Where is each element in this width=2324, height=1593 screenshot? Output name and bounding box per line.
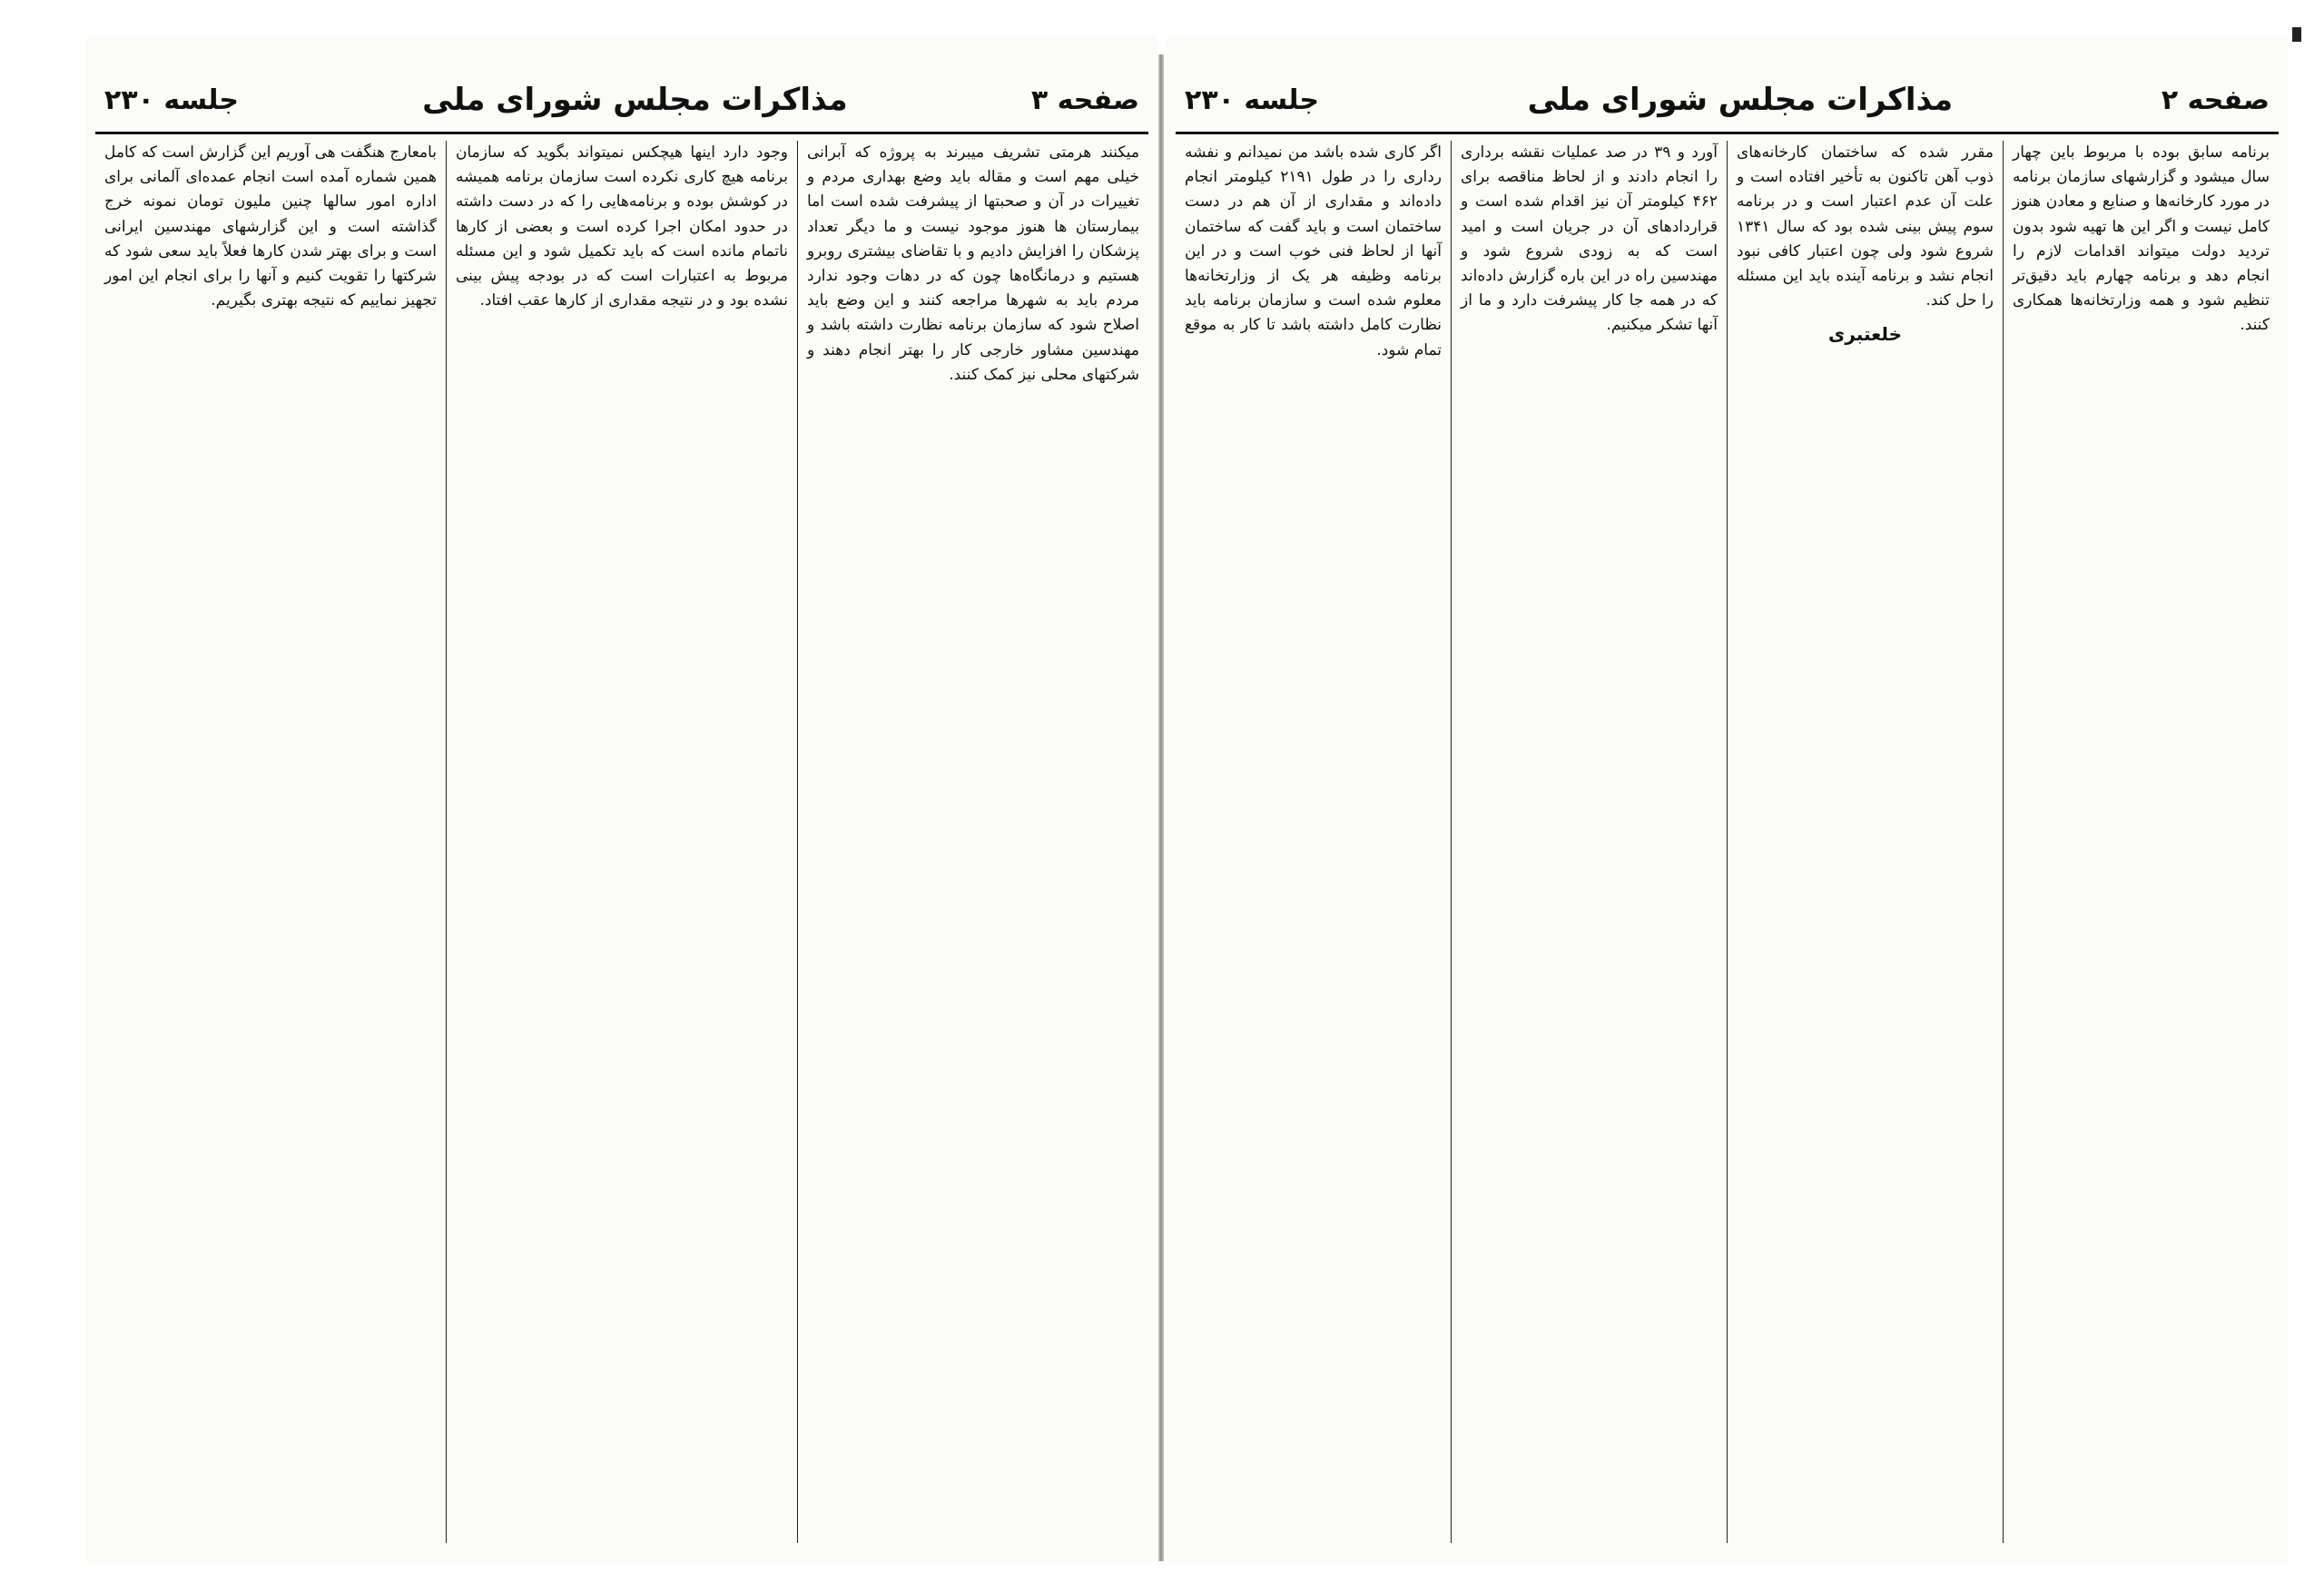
right-column-2 — [1727, 141, 2003, 1543]
right-column-3 — [1451, 141, 1727, 1543]
left-column-3 — [95, 141, 446, 1543]
right-session-label: جلسه ۲۳۰ — [1185, 84, 1319, 116]
right-header-rule — [1176, 132, 2279, 134]
left-column-2-text: وجود دارد اینها هیچکس نمیتواند بگوید که سازمان برنامه هیچ کاری نکرده است سازمان برنامه همیشه در کوشش بوده و برنامه‌هایی را که در دست داشته در حدود امکان اجرا کرده است و بعضی از کارها ناتمام مانده است که باید تکمیل شود و این مسئله مربوط به اعتبارات است که در بودجه پیش بینی نشده بود و در نتیجه مقداری از کارها عقب افتاد. — [456, 143, 788, 310]
page-gutter — [1158, 54, 1164, 1561]
right-page-number: صفحه ۲ — [2161, 84, 2270, 116]
right-column-1-text: برنامه سابق بوده با مربوط باین چهار سال میشود و گزارشهای سازمان برنامه در مورد کارخانه‌ها و صنایع و معادن هنوز کامل نیست و اگر این ها تهیه شود بدون تردید دولت میتواند اقدامات لازم را انجام دهد و برنامه چهارم باید دقیق‌تر تنظیم شود و همه وزارتخانه‌ها همکاری کنند. — [2013, 143, 2270, 335]
left-header-rule — [95, 132, 1148, 134]
left-column-2 — [446, 141, 797, 1543]
left-session-label: جلسه ۲۳۰ — [104, 84, 239, 116]
corner-mark — [2292, 27, 2301, 42]
left-column-1-text: میکنند هرمتی تشریف میبرند به پروژه که آبرانی خیلی مهم است و مقاله باید وضع بهداری مردم و تغییرات در آن و صحبتها از پیشرفت شده است اما بیمارستان ها هنوز موجود نیست و ما دیگر تعداد پزشکان را افزایش دادیم و با تقاضای بیشتری روبرو هستیم و درمانگاه‌ها چون که در دهات وجود ندارد مردم باید به شهرها مراجعه کنند و این وضع باید اصلاح شود که سازمان برنامه نظارت داشته باشد و مهندسین مشاور خارجی کار را بهتر انجام دهند و شرکتهای محلی نیز کمک کنند. — [807, 143, 1139, 384]
right-columns — [1176, 141, 2279, 1543]
right-column-2-text: مقرر شده که ساختمان کارخانه‌های ذوب آهن تاکنون به تأخیر افتاده است و علت آن عدم اعتبار است و در برنامه سوم پیش بینی شده بود که سال ۱۳۴۱ شروع شود ولی چون اعتبار کافی نبود انجام نشد و برنامه آینده باید این مسئله را حل کند. — [1737, 143, 1994, 310]
right-column-4 — [1176, 141, 1451, 1543]
right-page — [1167, 36, 2288, 1561]
left-page-header — [86, 73, 1157, 127]
speaker-heading: خلعتبری — [1828, 323, 1902, 346]
left-column-1 — [797, 141, 1148, 1543]
left-columns — [95, 141, 1148, 1543]
right-column-3-text: آورد و ۳۹ در صد عملیات نقشه برداری را انجام دادند و از لحاظ مناقصه برای ۴۶۲ کیلومتر آن نیز اقدام شده است و قراردادهای آن در جریان است و امید است که به زودی شروع شود و مهندسین راه در این باره گزارش داده‌اند که در همه جا کار پیشرفت دارد و ما از آنها تشکر میکنیم. — [1461, 143, 1718, 335]
left-page — [86, 36, 1157, 1561]
right-page-header — [1167, 73, 2288, 127]
right-column-4-text: اگر کاری شده باشد من نمیدانم و نفشه رداری را در طول ۲۱۹۱ کیلومتر انجام داده‌اند و مقداری از آن هم در دست ساختمان است و باید گفت که ساختمان آنها از لحاظ فنی خوب است و در این برنامه وظیفه هر یک از وزارتخانه‌ها معلوم شده است و سازمان برنامه باید نظارت کامل داشته باشد تا کار به موقع تمام شود. — [1185, 143, 1442, 359]
left-page-title: مذاکرات مجلس شورای ملی — [422, 82, 848, 118]
right-column-1 — [2003, 141, 2279, 1543]
left-column-3-text: بامعارج هنگفت هی آوریم این گزارش است که کامل همین شماره آمده است انجام عمده‌ای آلمانی برای اداره امور سالها چنین ملیون تومان نمونه خرج گذاشته است و این گزارشهای مهندسین ایرانی است و برای بهتر شدن کارها فعلاً باید سعی شود که شرکتها را تقویت کنیم و آنها را برای انجام این امور تجهیز نماییم که نتیجه بهتری بگیریم. — [104, 143, 437, 310]
left-page-number: صفحه ۳ — [1030, 84, 1139, 116]
right-page-title: مذاکرات مجلس شورای ملی — [1527, 82, 1954, 118]
